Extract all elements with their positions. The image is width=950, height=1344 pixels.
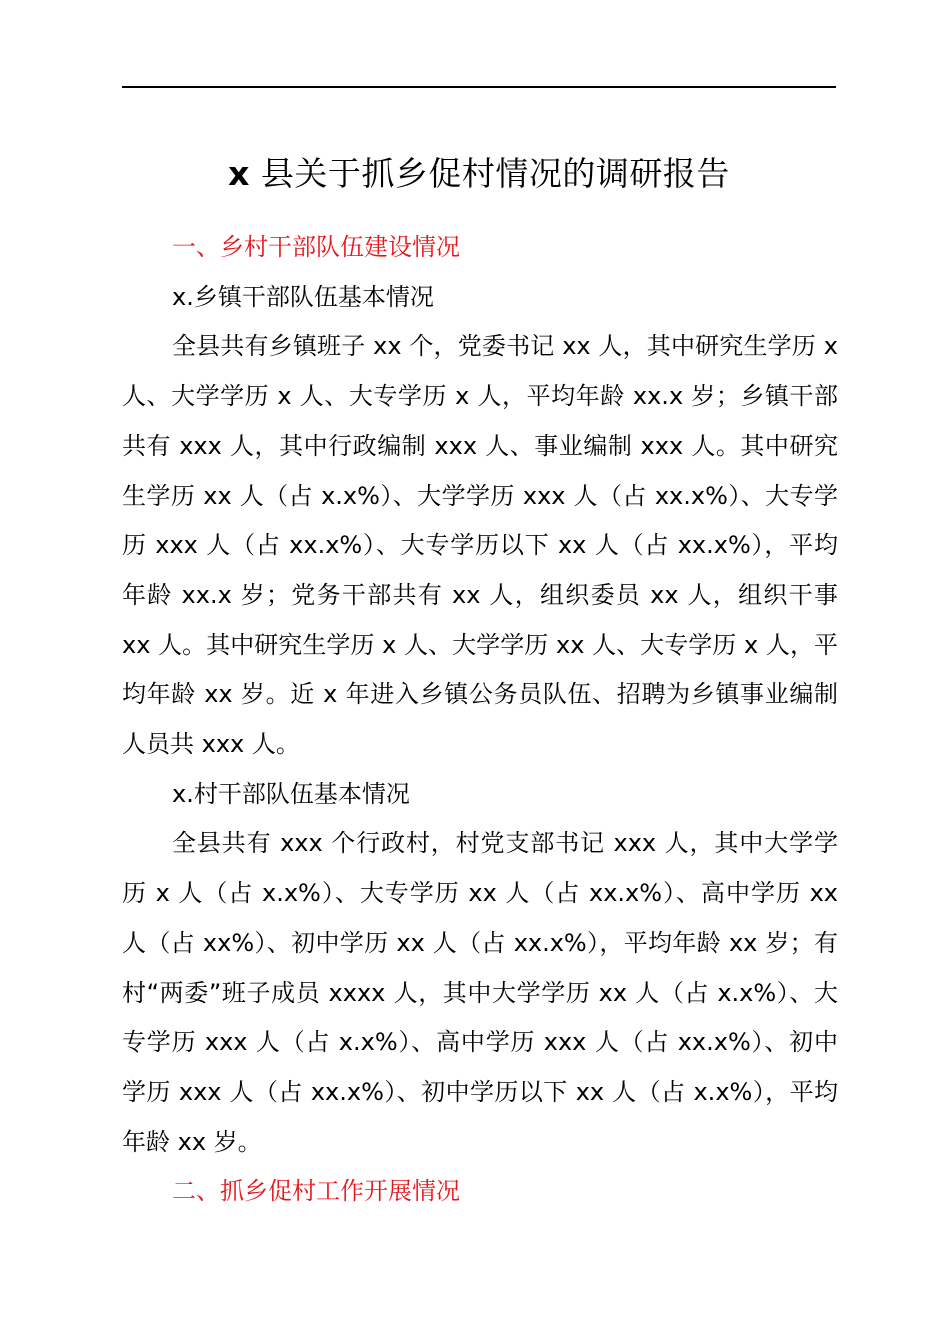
subsection-heading-1: x.乡镇干部队伍基本情况: [172, 282, 434, 311]
paragraph-township-cadres: 全县共有乡镇班子 xx 个，党委书记 xx 人，其中研究生学历 x 人、大学学历 x 人、大专学历 x 人，平均年龄 xx.x 岁；乡镇干部共有 xxx 人，其中行政编制 xxx 人、事业编制 xxx 人。其中研究生学历 xx 人（占 x.x%）、大学学历 xxx 人（占 xx.x%）、大专学历 xxx 人（占 xx.x%）、大专学历以下 xx 人（占 xx.x%），平均年龄 xx.x 岁；党务干部共有 xx 人，组织委员 xx 人，组织干事 xx 人。其中研究生学历 x 人、大学学历 xx 人、大专学历 x 人，平均年龄 xx 岁。近 x 年进入乡镇公务员队伍、招聘为乡镇事业编制人员共 xxx 人。: [122, 332, 838, 759]
document-title: [122, 150, 836, 198]
title-text: 县关于抓乡促村情况的调研报告: [249, 154, 730, 193]
section-heading-1: 一、乡村干部队伍建设情况: [172, 233, 460, 261]
paragraph-village-cadres: 全县共有 xxx 个行政村，村党支部书记 xxx 人，其中大学学历 x 人（占 x.x%）、大专学历 xx 人（占 xx.x%）、高中学历 xx 人（占 xx%）、初中学历 xx 人（占 xx.x%），平均年龄 xx 岁；有村“两委”班子成员 xxxx 人，其中大学学历 xx 人（占 x.x%）、大专学历 xxx 人（占 x.x%）、高中学历 xxx 人（占 xx.x%）、初中学历 xxx 人（占 xx.x%）、初中学历以下 xx 人（占 x.x%），平均年龄 xx 岁。: [122, 829, 838, 1156]
section-heading-2: 二、抓乡促村工作开展情况: [172, 1177, 460, 1206]
document-body: [122, 223, 838, 1217]
title-lead: x: [228, 154, 250, 193]
header-rule: [122, 86, 836, 88]
subsection-heading-2: x.村干部队伍基本情况: [172, 779, 410, 808]
